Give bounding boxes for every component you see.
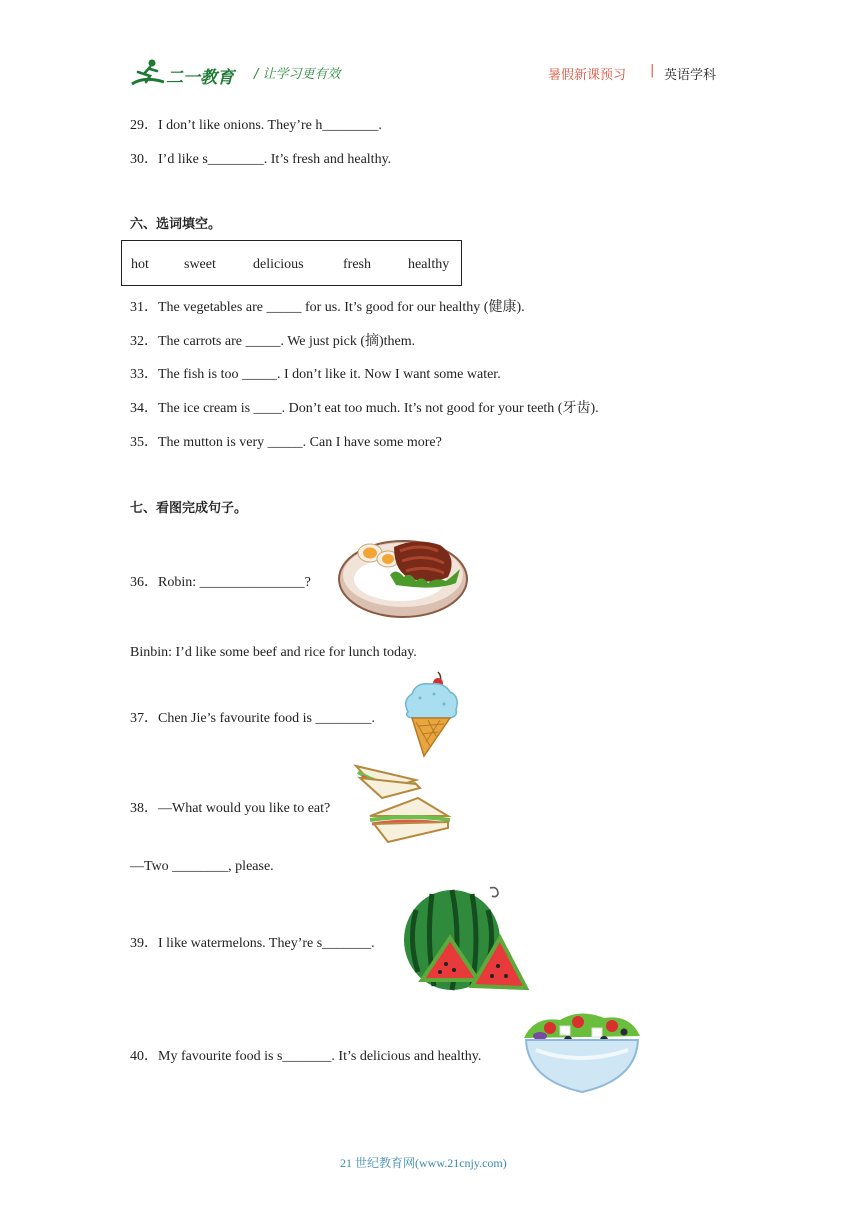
- question-text: The vegetables are _____ for us. It’s good for our healthy (健康).: [158, 300, 525, 315]
- question-text: The fish is too _____. I don’t like it. Now I want some water.: [158, 367, 501, 382]
- logo-text: 二一教育: [166, 68, 234, 88]
- question-33: [130, 363, 501, 383]
- question-number: 40．: [130, 1049, 158, 1064]
- question-number: 34．: [130, 401, 158, 416]
- page-footer: 21 世纪教育网(www.21cnjy.com): [340, 1156, 507, 1170]
- question-number: 33．: [130, 367, 158, 382]
- question-32: [130, 330, 415, 350]
- sandwiches-icon: [352, 758, 452, 852]
- question-number: 37．: [130, 711, 158, 726]
- brand-logo: [130, 58, 242, 88]
- question-number: 39．: [130, 936, 158, 951]
- question-number: 31．: [130, 300, 158, 315]
- word-bank-item: hot: [131, 257, 149, 272]
- question-38: [130, 797, 330, 817]
- question-40: [130, 1045, 481, 1065]
- question-text: The ice cream is ____. Don’t eat too much. It’s not good for your teeth (牙齿).: [158, 401, 599, 416]
- salad-bowl-icon: [520, 1006, 644, 1098]
- question-36: [130, 571, 311, 591]
- question-38-reply: —Two ________, please.: [130, 859, 274, 874]
- question-number: 29．: [130, 118, 158, 133]
- question-text: I’d like s________. It’s fresh and healthy.: [158, 152, 392, 167]
- course-label: 暑假新课预习: [548, 68, 627, 83]
- question-35: [130, 431, 442, 451]
- question-number: 35．: [130, 435, 158, 450]
- question-text: The mutton is very _____. Can I have some more?: [158, 435, 442, 450]
- word-bank-item: fresh: [343, 257, 371, 272]
- watermelon-icon: [402, 884, 530, 994]
- question-29: [130, 114, 382, 134]
- question-number: 36．: [130, 575, 158, 590]
- section-6-title: 六、选词填空。: [130, 217, 222, 232]
- question-text: Chen Jie’s favourite food is ________.: [158, 711, 375, 726]
- question-text: —What would you like to eat?: [158, 801, 331, 816]
- word-bank: [121, 240, 462, 286]
- question-text: My favourite food is s_______. It’s delicious and healthy.: [158, 1049, 482, 1064]
- question-number: 32．: [130, 334, 158, 349]
- question-30: [130, 148, 391, 168]
- question-37: [130, 707, 375, 727]
- runner-logo-icon: [130, 58, 166, 88]
- word-bank-item: sweet: [184, 257, 216, 272]
- question-34: [130, 397, 599, 417]
- beef-rice-bowl-icon: [336, 535, 470, 621]
- question-31: [130, 296, 525, 316]
- word-bank-item: healthy: [408, 257, 450, 272]
- question-39: [130, 932, 375, 952]
- word-bank-item: delicious: [253, 257, 304, 272]
- question-number: 38．: [130, 801, 158, 816]
- section-7-title: 七、看图完成句子。: [130, 501, 248, 516]
- question-text: I like watermelons. They’re s_______.: [158, 936, 375, 951]
- question-text: Robin: _______________?: [158, 575, 311, 590]
- ice-cream-cone-icon: [398, 670, 462, 758]
- header-divider: |: [650, 63, 655, 78]
- page-header: [130, 56, 730, 92]
- question-text: I don’t like onions. They’re h________.: [158, 118, 382, 133]
- question-36-reply: Binbin: I’d like some beef and rice for lunch today.: [130, 645, 417, 660]
- slogan: / 让学习更有效: [254, 67, 341, 82]
- question-text: The carrots are _____. We just pick (摘)them.: [158, 334, 416, 349]
- question-number: 30．: [130, 152, 158, 167]
- subject-label: 英语学科: [664, 68, 717, 83]
